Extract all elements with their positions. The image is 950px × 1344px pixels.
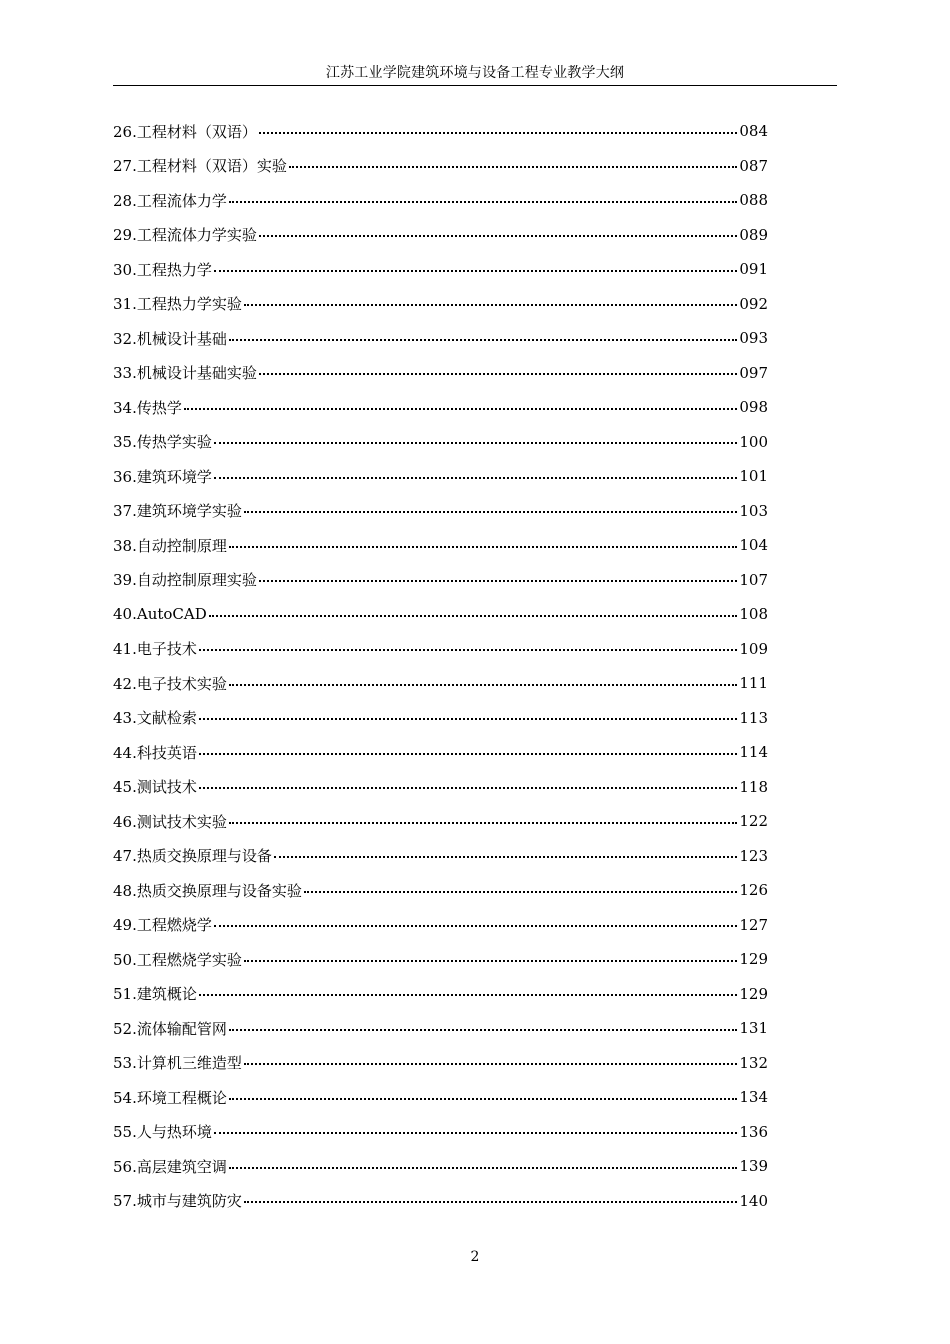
toc-entry[interactable] bbox=[113, 1149, 768, 1184]
toc-entry[interactable] bbox=[113, 908, 768, 943]
toc-entry-page: 088 bbox=[739, 191, 768, 210]
toc-dot-leader bbox=[199, 994, 738, 996]
toc-entry-title: 39.自动控制原理实验 bbox=[113, 571, 257, 590]
toc-entry[interactable] bbox=[113, 183, 768, 218]
toc-entry-title: 33.机械设计基础实验 bbox=[113, 364, 257, 383]
toc-entry-page: 123 bbox=[739, 846, 768, 865]
toc-entry[interactable] bbox=[113, 356, 768, 391]
toc-entry-page: 129 bbox=[739, 984, 768, 1003]
toc-dot-leader bbox=[229, 201, 738, 203]
toc-dot-leader bbox=[259, 373, 738, 375]
page-number: 2 bbox=[470, 1249, 480, 1265]
toc-entry-page: 084 bbox=[739, 122, 768, 141]
toc-dot-leader bbox=[244, 960, 738, 962]
toc-entry[interactable] bbox=[113, 1184, 768, 1219]
toc-entry-page: 131 bbox=[739, 1019, 768, 1038]
toc-entry[interactable] bbox=[113, 252, 768, 287]
toc-dot-leader bbox=[244, 304, 738, 306]
toc-dot-leader bbox=[304, 891, 738, 893]
toc-dot-leader bbox=[244, 1063, 738, 1065]
toc-entry-page: 087 bbox=[739, 156, 768, 175]
toc-entry-page: 111 bbox=[739, 674, 768, 693]
toc-entry[interactable] bbox=[113, 563, 768, 598]
toc-entry-title: 40.AutoCAD bbox=[113, 605, 207, 624]
toc-entry[interactable] bbox=[113, 804, 768, 839]
toc-dot-leader bbox=[274, 856, 738, 858]
toc-dot-leader bbox=[229, 339, 738, 341]
toc-entry[interactable] bbox=[113, 770, 768, 805]
toc-entry-title: 36.建筑环境学 bbox=[113, 467, 212, 486]
toc-entry-page: 092 bbox=[739, 294, 768, 313]
toc-entry-page: 098 bbox=[739, 398, 768, 417]
toc-entry-title: 27.工程材料（双语）实验 bbox=[113, 157, 287, 176]
toc-entry-page: 139 bbox=[739, 1157, 768, 1176]
toc-entry-page: 108 bbox=[739, 605, 768, 624]
toc-entry-title: 48.热质交换原理与设备实验 bbox=[113, 881, 302, 900]
toc-entry[interactable] bbox=[113, 494, 768, 529]
toc-entry[interactable] bbox=[113, 287, 768, 322]
toc-entry[interactable] bbox=[113, 321, 768, 356]
toc-entry-page: 118 bbox=[739, 777, 768, 796]
toc-entry-title: 37.建筑环境学实验 bbox=[113, 502, 242, 521]
toc-entry-page: 097 bbox=[739, 363, 768, 382]
toc-dot-leader bbox=[214, 270, 738, 272]
toc-entry[interactable] bbox=[113, 873, 768, 908]
toc-entry[interactable] bbox=[113, 1115, 768, 1150]
toc-entry-title: 51.建筑概论 bbox=[113, 985, 197, 1004]
toc-entry-title: 42.电子技术实验 bbox=[113, 674, 227, 693]
toc-entry-title: 34.传热学 bbox=[113, 398, 182, 417]
toc-dot-leader bbox=[259, 580, 738, 582]
toc-dot-leader bbox=[214, 442, 738, 444]
toc-entry-title: 35.传热学实验 bbox=[113, 433, 212, 452]
toc-entry[interactable] bbox=[113, 839, 768, 874]
toc-entry-title: 29.工程流体力学实验 bbox=[113, 226, 257, 245]
toc-entry[interactable] bbox=[113, 666, 768, 701]
toc-entry-page: 132 bbox=[739, 1053, 768, 1072]
toc-dot-leader bbox=[244, 511, 738, 513]
toc-entry-title: 46.测试技术实验 bbox=[113, 812, 227, 831]
toc-entry[interactable] bbox=[113, 425, 768, 460]
header-divider bbox=[113, 85, 837, 86]
toc-entry-page: 134 bbox=[739, 1088, 768, 1107]
toc-entry-title: 44.科技英语 bbox=[113, 743, 197, 762]
table-of-contents bbox=[113, 114, 768, 1218]
toc-entry-page: 114 bbox=[739, 743, 768, 762]
toc-entry-title: 26.工程材料（双语） bbox=[113, 122, 257, 141]
toc-entry-page: 129 bbox=[739, 950, 768, 969]
toc-entry-title: 47.热质交换原理与设备 bbox=[113, 847, 272, 866]
toc-dot-leader bbox=[259, 132, 738, 134]
toc-entry-page: 091 bbox=[739, 260, 768, 279]
toc-dot-leader bbox=[229, 1098, 738, 1100]
toc-entry[interactable] bbox=[113, 390, 768, 425]
toc-entry[interactable] bbox=[113, 218, 768, 253]
toc-entry-page: 107 bbox=[739, 570, 768, 589]
toc-dot-leader bbox=[259, 235, 738, 237]
toc-entry[interactable] bbox=[113, 632, 768, 667]
toc-entry-page: 093 bbox=[739, 329, 768, 348]
toc-entry-title: 43.文献检索 bbox=[113, 709, 197, 728]
toc-dot-leader bbox=[244, 1201, 738, 1203]
toc-entry-page: 103 bbox=[739, 501, 768, 520]
toc-entry[interactable] bbox=[113, 528, 768, 563]
toc-entry-title: 56.高层建筑空调 bbox=[113, 1157, 227, 1176]
toc-entry-page: 101 bbox=[739, 467, 768, 486]
toc-dot-leader bbox=[229, 546, 738, 548]
toc-entry-title: 38.自动控制原理 bbox=[113, 536, 227, 555]
toc-entry-page: 122 bbox=[739, 812, 768, 831]
toc-entry-page: 140 bbox=[739, 1191, 768, 1210]
toc-entry[interactable] bbox=[113, 459, 768, 494]
toc-entry[interactable] bbox=[113, 114, 768, 149]
toc-dot-leader bbox=[229, 1167, 738, 1169]
toc-dot-leader bbox=[199, 787, 738, 789]
toc-entry-title: 52.流体输配管网 bbox=[113, 1019, 227, 1038]
toc-entry-title: 28.工程流体力学 bbox=[113, 191, 227, 210]
toc-entry[interactable] bbox=[113, 735, 768, 770]
toc-dot-leader bbox=[184, 408, 738, 410]
toc-dot-leader bbox=[199, 718, 738, 720]
toc-entry-page: 109 bbox=[739, 639, 768, 658]
toc-entry[interactable] bbox=[113, 1080, 768, 1115]
toc-dot-leader bbox=[209, 615, 738, 617]
toc-dot-leader bbox=[229, 1029, 738, 1031]
toc-dot-leader bbox=[199, 649, 738, 651]
toc-entry-page: 126 bbox=[739, 881, 768, 900]
toc-entry[interactable] bbox=[113, 1046, 768, 1081]
toc-entry[interactable] bbox=[113, 149, 768, 184]
toc-entry-title: 49.工程燃烧学 bbox=[113, 916, 212, 935]
toc-entry-page: 104 bbox=[739, 536, 768, 555]
toc-entry-title: 50.工程燃烧学实验 bbox=[113, 950, 242, 969]
toc-entry-title: 31.工程热力学实验 bbox=[113, 295, 242, 314]
toc-entry-title: 32.机械设计基础 bbox=[113, 329, 227, 348]
toc-entry-page: 127 bbox=[739, 915, 768, 934]
toc-entry[interactable] bbox=[113, 597, 768, 632]
page-header-title: 江苏工业学院建筑环境与设备工程专业教学大纲 bbox=[325, 65, 625, 81]
toc-dot-leader bbox=[214, 925, 738, 927]
toc-entry-title: 54.环境工程概论 bbox=[113, 1088, 227, 1107]
toc-entry-page: 089 bbox=[739, 225, 768, 244]
toc-dot-leader bbox=[214, 477, 738, 479]
toc-entry-title: 55.人与热环境 bbox=[113, 1123, 212, 1142]
toc-entry[interactable] bbox=[113, 942, 768, 977]
toc-entry-title: 45.测试技术 bbox=[113, 778, 197, 797]
toc-entry-page: 113 bbox=[739, 708, 768, 727]
toc-dot-leader bbox=[289, 166, 738, 168]
toc-entry-page: 100 bbox=[739, 432, 768, 451]
toc-dot-leader bbox=[229, 822, 738, 824]
toc-entry-title: 41.电子技术 bbox=[113, 640, 197, 659]
toc-entry-title: 30.工程热力学 bbox=[113, 260, 212, 279]
toc-entry[interactable] bbox=[113, 701, 768, 736]
toc-entry-page: 136 bbox=[739, 1122, 768, 1141]
toc-entry[interactable] bbox=[113, 1011, 768, 1046]
toc-dot-leader bbox=[214, 1132, 738, 1134]
toc-entry[interactable] bbox=[113, 977, 768, 1012]
toc-dot-leader bbox=[229, 684, 738, 686]
toc-entry-title: 53.计算机三维造型 bbox=[113, 1054, 242, 1073]
toc-entry-title: 57.城市与建筑防灾 bbox=[113, 1192, 242, 1211]
toc-dot-leader bbox=[199, 753, 738, 755]
